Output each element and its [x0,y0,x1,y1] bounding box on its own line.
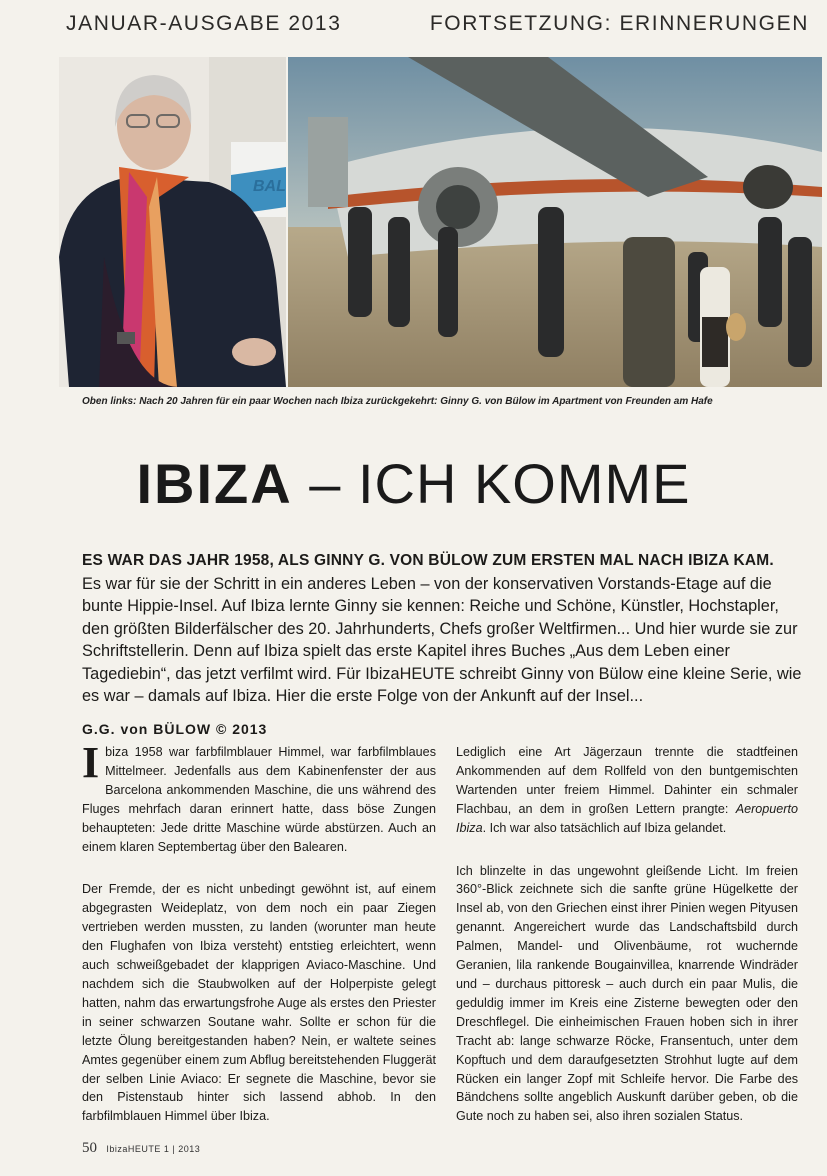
article-column-left [82,738,436,1150]
paragraph [82,738,436,856]
title-part-komme: – ICH KOMME [292,452,691,515]
magazine-name: IbizaHEUTE 1 | 2013 [106,1144,201,1154]
paragraph-text: biza 1958 war farbfilmblauer Himmel, war farbfilmblaues Mittelmeer. Jedenfalls aus dem Kabinenfenster der aus Barcelona ankommenden Maschine, die uns während des Fluges mehrfach daran erinnert hatte, dass böse Zungen behaupteten: Jede dritte Maschine würde abstürzen. Auch an einem klaren Septembertag über den Balearen. [82,745,436,854]
portrait-photo [59,57,286,387]
lead-headline: ES WAR DAS JAHR 1958, ALS GINNY G. VON BÜLOW ZUM ERSTEN MAL NACH IBIZA KAM. [82,552,774,569]
author-byline: G.G. von BÜLOW © 2013 [82,721,268,737]
airport-name: Aeropuerto Ibiza [456,801,798,835]
lead-text: Es war für sie der Schritt in ein anderes Leben – von der konservativen Vorstands-Etage auf die bunte Hippie-Insel. Auf Ibiza lernte Ginny sie kennen: Reiche und Schöne, Künstler, Hochstapler, den größten Bilderfälscher des 20. Jahrhunderts, Chefs großer Weltfirmen... Und hier wurde sie zur Schriftstellerin. Denn auf Ibiza spielt das erste Kapitel ihres Buches „Aus dem Leben einer Tagediebin“, das jetzt verfilmt wird. Für IbizaHEUTE schreibt Ginny von Bülow eine kleine Serie, wie es war – damals auf Ibiza. Hier die erste Folge von der Ankunft auf der Insel... [82,575,802,706]
page-number: 50 [82,1140,97,1156]
issue-label: JANUAR-AUSGABE 2013 [66,12,342,35]
article-title [0,452,827,516]
paragraph: Der Fremde, der es nicht unbedingt gewöhnt ist, auf einem abgegrasten Weideplatz, von dem noch ein paar Ziegen vertrieben werden mussten, zu landen (worunter man heute den Flughafen von Ibiza versteht) entstieg erleichtert, wenn auch schweißgebadet der klapprigen Aviaco-Maschine. Und nachdem sich die Staubwolken auf der Holperpiste gelegt hatten, nahm das erwartungsfrohe Auge als erstes den Priester in seiner schwarzen Soutane wahr. Sollte er schon für die letzte Ölung bereitgestanden haben? Nein, er waltete seines Amtes gegenüber einem zum Abflug bereitstehenden Fluggerät der selben Linie Aviaco: Er segnete die Maschine, bevor sie den Pistenstaub hinter sich lassend abhob. In den farbfilmblauen Himmel über Ibiza. [82,882,436,1124]
airfield-photo [288,57,822,387]
page-header [0,12,827,44]
drop-cap: I [82,738,100,787]
page-footer [82,1140,200,1157]
section-label: FORTSETZUNG: ERINNERUNGEN [429,12,809,35]
sign-text: BAL [253,178,286,195]
paragraph: Ich blinzelte in das ungewohnt gleißende Licht. Im freien 360°-Blick zeichnete sich die sanfte grüne Hügelkette der Insel ab, von den Griechen einst ihrer Pinien wegen Pityusen genannt. Angereichert wurde das Landschaftsbild durch Palmen, Mandel- und Olivenbäume, rot wuchernde Geranien, lila rankende Bougainvillea, knarrende Windräder und – durchaus pittoresk – auch durch ein paar Mulis, die geduldig immer im Kreis eine Zisterne bewegten oder den Dreschflegel. Die einheimischen Frauen hoben sich in ihrer Tracht ab: lange schwarze Röcke, Fransentuch, unter dem Kopftuch und dem daraufgesetzten Strohhut lugte auf dem Rücken ein langer Zopf mit Schleife hervor. Die Farbe des Bändchens sollte angeblich Auskunft darüber geben, ob die Gute noch zu haben sei, also ihren sozialen Status. [456,863,798,1124]
paragraph-text: . Ich war also tatsächlich auf Ibiza gelandet. [482,820,727,835]
paragraph [456,743,798,838]
title-part-ibiza: IBIZA [136,452,293,515]
paragraph-text: Lediglich eine Art Jägerzaun trennte die stadtfeinen Ankommenden auf dem Rollfeld von den buntgemischten Wartenden unter freiem Himmel. Dahinter ein schmaler Flachbau, an dem in großen Lettern prangte: [456,745,798,816]
article-column-right [456,743,798,1150]
photo-caption: Oben links: Nach 20 Jahren für ein paar Wochen nach Ibiza zurückgekehrt: Ginny G. von Bülow im Apartment von Freunden am Hafe [82,396,713,407]
lead-block [82,550,807,707]
